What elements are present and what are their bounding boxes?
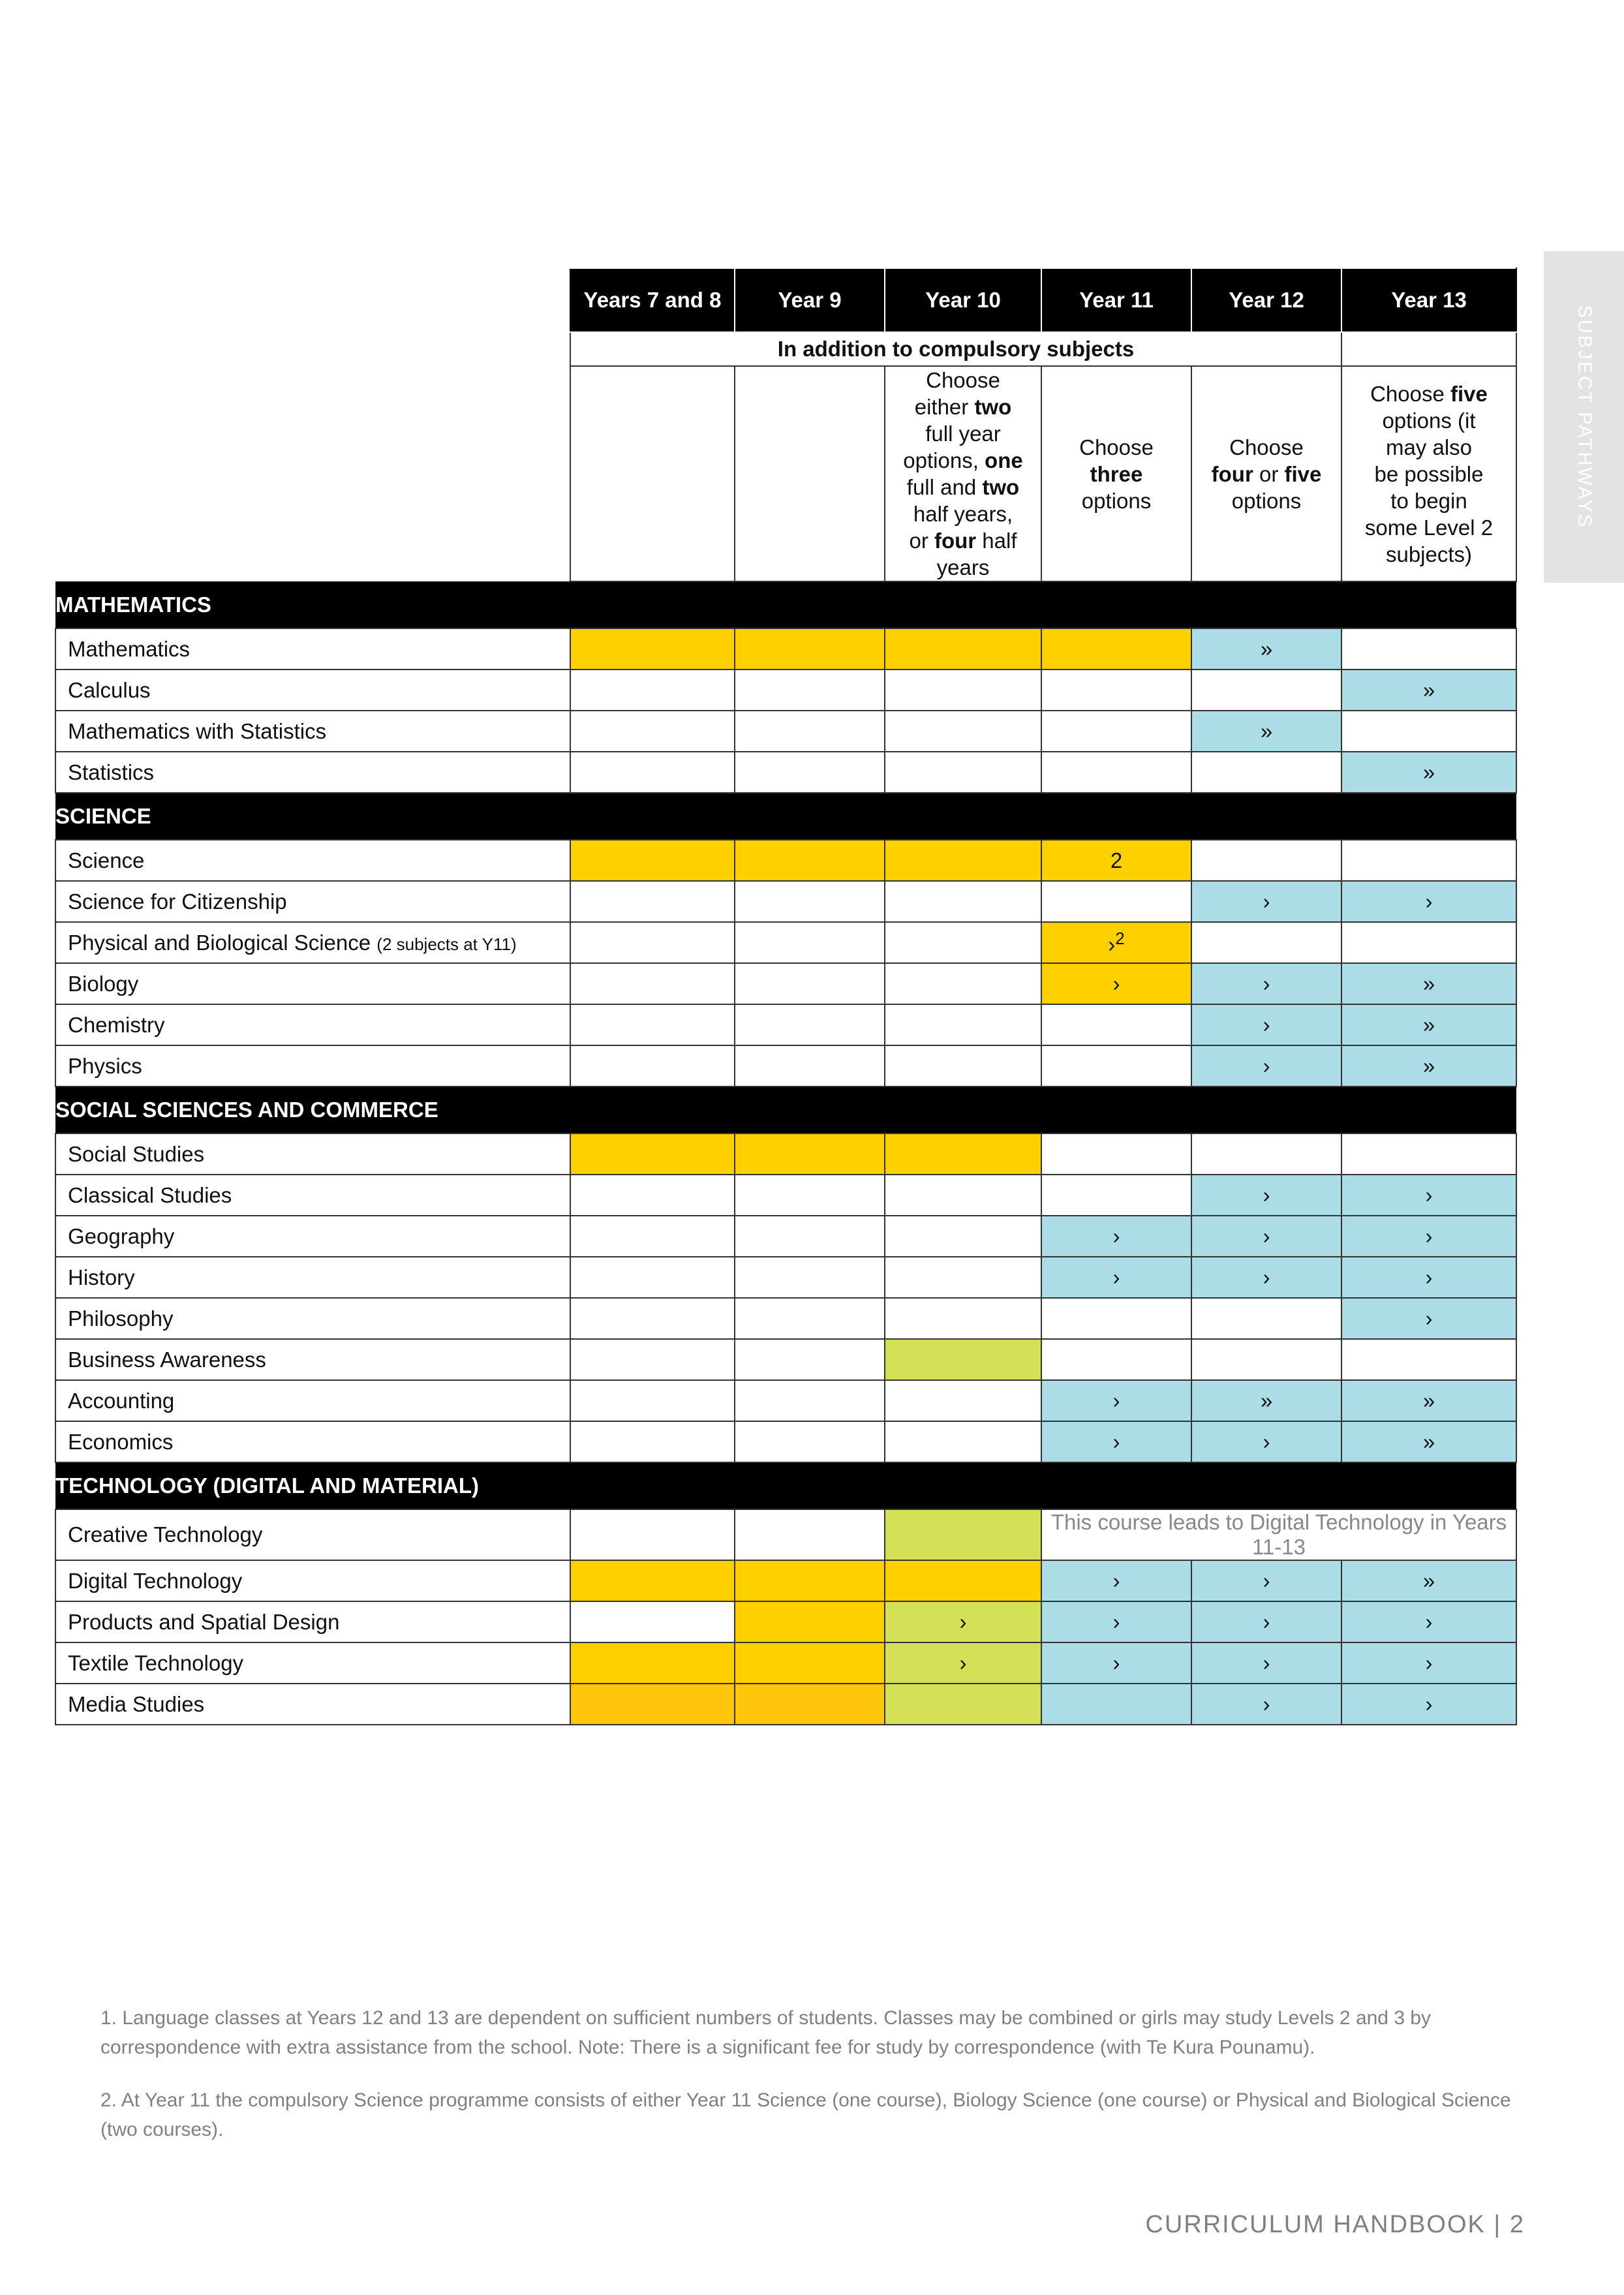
subject-name: Business Awareness [55, 1339, 570, 1380]
table-row [55, 1257, 1516, 1298]
pathways-table [55, 268, 1517, 1725]
sub-header-row [55, 332, 1516, 366]
pathway-mark: › [1191, 1684, 1341, 1725]
pathway-mark: ›$^2$ [1041, 922, 1191, 963]
col-year-10: Year 10 [885, 268, 1041, 332]
table-row [55, 711, 1516, 752]
side-tab [1544, 251, 1624, 583]
subject-note: (2 subjects at Y11) [376, 934, 517, 954]
pathway-mark: › [1341, 1601, 1516, 1642]
year-12-options: Choose four or five options [1191, 366, 1341, 581]
pathway-mark: » [1341, 1560, 1516, 1601]
footnote-2: 2. At Year 11 the compulsory Science programme consists of either Year 11 Science (one course), Biology Science (one course) or Physical and Biological Science (two courses). [100, 2089, 1511, 2140]
table-row [55, 1421, 1516, 1462]
pathway-mark: › [1041, 963, 1191, 1004]
table-row [55, 1298, 1516, 1339]
subject-name: Economics [55, 1421, 570, 1462]
pathway-mark: › [1191, 1257, 1341, 1298]
subject-name: Products and Spatial Design [55, 1601, 570, 1642]
pathway-mark: › [1191, 1216, 1341, 1257]
section-technology [55, 1462, 1516, 1509]
footnote-mark: 2 [1041, 840, 1191, 881]
year-11-options: Choose three options [1041, 366, 1191, 581]
section-title: SCIENCE [55, 793, 1516, 840]
pathway-mark: » [1341, 963, 1516, 1004]
pathway-mark: › [1341, 1175, 1516, 1216]
pathway-mark: › [1191, 1045, 1341, 1086]
pathway-mark: › [1191, 1004, 1341, 1045]
col-year-9: Year 9 [735, 268, 885, 332]
side-tab-label: SUBJECT PATHWAYS [1574, 305, 1595, 529]
pathway-mark: » [1341, 752, 1516, 793]
col-year-13: Year 13 [1341, 268, 1516, 332]
pathway-mark: › [1341, 1684, 1516, 1725]
pathway-mark: › [1191, 1642, 1341, 1684]
subject-name: Calculus [55, 670, 570, 711]
subject-name: Chemistry [55, 1004, 570, 1045]
pathway-mark: › [1041, 1216, 1191, 1257]
pathway-mark: › [1341, 1216, 1516, 1257]
creative-tech-note: This course leads to Digital Technology in Years 11-13 [1041, 1509, 1516, 1560]
pathway-mark: › [1041, 1380, 1191, 1421]
table-row [55, 1175, 1516, 1216]
pathway-mark: » [1341, 1004, 1516, 1045]
pathway-mark: › [1191, 1175, 1341, 1216]
pathway-mark: » [1191, 711, 1341, 752]
section-social-sciences [55, 1086, 1516, 1133]
pathway-mark: » [1341, 1380, 1516, 1421]
pathway-mark: › [1041, 1257, 1191, 1298]
table-row [55, 1380, 1516, 1421]
pathway-mark: › [1191, 1560, 1341, 1601]
pathway-mark: » [1341, 1421, 1516, 1462]
section-title: SOCIAL SCIENCES AND COMMERCE [55, 1086, 1516, 1133]
table-row [55, 1045, 1516, 1086]
pathway-mark: › [1041, 1560, 1191, 1601]
subject-name: Science for Citizenship [55, 881, 570, 922]
options-row [55, 366, 1516, 581]
subject-name: Statistics [55, 752, 570, 793]
subject-name: Philosophy [55, 1298, 570, 1339]
subject-name: Creative Technology [55, 1509, 570, 1560]
pathway-mark: › [885, 1642, 1041, 1684]
pathway-mark: » [1341, 1045, 1516, 1086]
table-row [55, 840, 1516, 881]
year-13-options: Choose five options (it may also be possible to begin some Level 2 subjects) [1341, 366, 1516, 581]
table-row [55, 752, 1516, 793]
subject-name: Physics [55, 1045, 570, 1086]
subject-name: Mathematics [55, 628, 570, 670]
table-row [55, 1004, 1516, 1045]
col-year-11: Year 11 [1041, 268, 1191, 332]
year-10-options: Choose either two full year options, one full and two half years, or four half years [885, 366, 1041, 581]
col-year-12: Year 12 [1191, 268, 1341, 332]
pathway-mark: › [1191, 881, 1341, 922]
section-mathematics [55, 581, 1516, 628]
table-row [55, 1509, 1516, 1560]
pathway-mark: › [1341, 1257, 1516, 1298]
table-row [55, 1601, 1516, 1642]
section-science [55, 793, 1516, 840]
subject-name: Geography [55, 1216, 570, 1257]
pathway-mark: › [1041, 1642, 1191, 1684]
subject-name: Physical and Biological Science (2 subjects at Y11) [55, 922, 570, 963]
pathway-mark: › [1191, 1421, 1341, 1462]
footnotes [100, 2003, 1523, 2168]
section-title: MATHEMATICS [55, 581, 1516, 628]
pathway-mark: › [1341, 1642, 1516, 1684]
pathway-mark: › [1341, 881, 1516, 922]
table-row [55, 922, 1516, 963]
pathway-mark: » [1341, 670, 1516, 711]
subject-name: Biology [55, 963, 570, 1004]
table-row [55, 881, 1516, 922]
pathway-mark: › [1341, 1298, 1516, 1339]
table-row [55, 1339, 1516, 1380]
table-row [55, 670, 1516, 711]
pathway-mark: › [1191, 1601, 1341, 1642]
pathway-mark: › [1191, 963, 1341, 1004]
pathway-mark: » [1191, 1380, 1341, 1421]
subject-name: Mathematics with Statistics [55, 711, 570, 752]
subject-name: Classical Studies [55, 1175, 570, 1216]
table-row [55, 963, 1516, 1004]
subject-name: Accounting [55, 1380, 570, 1421]
year-header-row [55, 268, 1516, 332]
footnote-1: 1. Language classes at Years 12 and 13 are dependent on sufficient numbers of students. Classes may be combined or girls may study Levels 2 and 3 by correspondence with extra assistance from the school. Note: There is a significant fee for study by correspondence (with Te Kura Pounamu). [100, 2007, 1432, 2058]
pathway-mark: › [1041, 1601, 1191, 1642]
subject-name: Media Studies [55, 1684, 570, 1725]
table-row [55, 628, 1516, 670]
pathway-mark: › [1041, 1421, 1191, 1462]
table-row [55, 1216, 1516, 1257]
subject-name: Social Studies [55, 1133, 570, 1175]
table-row [55, 1560, 1516, 1601]
pathway-mark: » [1191, 628, 1341, 670]
table-row [55, 1684, 1516, 1725]
subject-name: Science [55, 840, 570, 881]
pathway-mark: › [885, 1601, 1041, 1642]
compulsory-note: In addition to compulsory subjects [570, 332, 1341, 366]
subject-name: Digital Technology [55, 1560, 570, 1601]
table-row [55, 1642, 1516, 1684]
subject-name: History [55, 1257, 570, 1298]
table-row [55, 1133, 1516, 1175]
section-title: TECHNOLOGY (DIGITAL AND MATERIAL) [55, 1462, 1516, 1509]
page-footer: CURRICULUM HANDBOOK | 2 [1145, 2211, 1525, 2238]
col-years-7-8: Years 7 and 8 [570, 268, 735, 332]
subject-name: Textile Technology [55, 1642, 570, 1684]
